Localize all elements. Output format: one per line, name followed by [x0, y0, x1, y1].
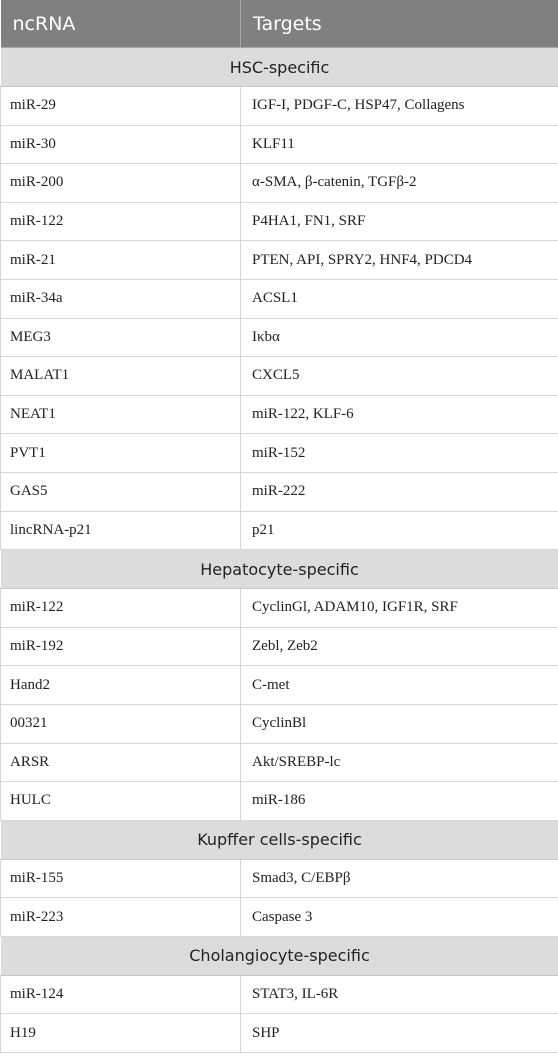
table-row: [1, 279, 558, 318]
header-targets: Targets: [241, 0, 558, 48]
section-header-row: [1, 820, 558, 859]
table-row: [1, 589, 558, 628]
targets-cell: Zebl, Zeb2: [241, 627, 558, 666]
table-row: [1, 511, 558, 550]
table-row: [1, 859, 558, 898]
table-row: [1, 434, 558, 473]
ncrna-cell: miR-200: [1, 164, 241, 203]
ncrna-cell: miR-29: [1, 87, 241, 126]
targets-cell: miR-152: [241, 434, 558, 473]
targets-cell: α-SMA, β-catenin, TGFβ-2: [241, 164, 558, 203]
table-row: [1, 743, 558, 782]
targets-cell: KLF11: [241, 125, 558, 164]
targets-cell: Akt/SREBP-lc: [241, 743, 558, 782]
table-row: [1, 782, 558, 821]
targets-cell: SHP: [241, 1014, 558, 1053]
table-row: [1, 898, 558, 937]
targets-cell: CyclinBl: [241, 704, 558, 743]
ncrna-cell: miR-122: [1, 202, 241, 241]
ncrna-cell: miR-21: [1, 241, 241, 280]
table-header-row: [1, 0, 558, 48]
ncrna-cell: lincRNA-p21: [1, 511, 241, 550]
table-row: [1, 241, 558, 280]
ncrna-cell: MEG3: [1, 318, 241, 357]
targets-cell: p21: [241, 511, 558, 550]
targets-cell: Smad3, C/EBPβ: [241, 859, 558, 898]
targets-cell: Iκbα: [241, 318, 558, 357]
ncrna-cell: ARSR: [1, 743, 241, 782]
ncrna-cell: miR-192: [1, 627, 241, 666]
targets-cell: miR-186: [241, 782, 558, 821]
table-row: [1, 318, 558, 357]
section-title: Hepatocyte-specific: [1, 550, 558, 589]
ncrna-cell: miR-30: [1, 125, 241, 164]
ncrna-cell: PVT1: [1, 434, 241, 473]
ncrna-cell: Hand2: [1, 666, 241, 705]
ncrna-cell: miR-124: [1, 975, 241, 1014]
ncrna-cell: miR-34a: [1, 279, 241, 318]
table-row: [1, 666, 558, 705]
table-row: [1, 472, 558, 511]
ncrna-cell: miR-155: [1, 859, 241, 898]
table-row: [1, 202, 558, 241]
targets-cell: C-met: [241, 666, 558, 705]
targets-cell: Caspase 3: [241, 898, 558, 937]
section-title: HSC-specific: [1, 48, 558, 87]
ncrna-cell: miR-122: [1, 589, 241, 628]
targets-cell: STAT3, IL-6R: [241, 975, 558, 1014]
targets-cell: miR-222: [241, 472, 558, 511]
section-header-row: [1, 936, 558, 975]
ncrna-cell: MALAT1: [1, 357, 241, 396]
targets-cell: CyclinGl, ADAM10, IGF1R, SRF: [241, 589, 558, 628]
section-header-row: [1, 48, 558, 87]
table-row: [1, 125, 558, 164]
table-row: [1, 164, 558, 203]
ncrna-cell: H19: [1, 1014, 241, 1053]
ncrna-cell: 00321: [1, 704, 241, 743]
header-ncrna: ncRNA: [1, 0, 241, 48]
section-title: Kupffer cells-specific: [1, 820, 558, 859]
table-row: [1, 87, 558, 126]
ncrna-cell: NEAT1: [1, 395, 241, 434]
table-row: [1, 704, 558, 743]
targets-cell: ACSL1: [241, 279, 558, 318]
targets-cell: PTEN, API, SPRY2, HNF4, PDCD4: [241, 241, 558, 280]
ncrna-cell: HULC: [1, 782, 241, 821]
table-body: [1, 48, 558, 1053]
targets-cell: miR-122, KLF-6: [241, 395, 558, 434]
ncrna-cell: miR-223: [1, 898, 241, 937]
targets-cell: IGF-I, PDGF-C, HSP47, Collagens: [241, 87, 558, 126]
section-title: Cholangiocyte-specific: [1, 936, 558, 975]
targets-cell: P4HA1, FN1, SRF: [241, 202, 558, 241]
table-row: [1, 627, 558, 666]
section-header-row: [1, 550, 558, 589]
table-row: [1, 357, 558, 396]
table-row: [1, 975, 558, 1014]
targets-cell: CXCL5: [241, 357, 558, 396]
ncrna-cell: GAS5: [1, 472, 241, 511]
table-row: [1, 395, 558, 434]
table-row: [1, 1014, 558, 1053]
